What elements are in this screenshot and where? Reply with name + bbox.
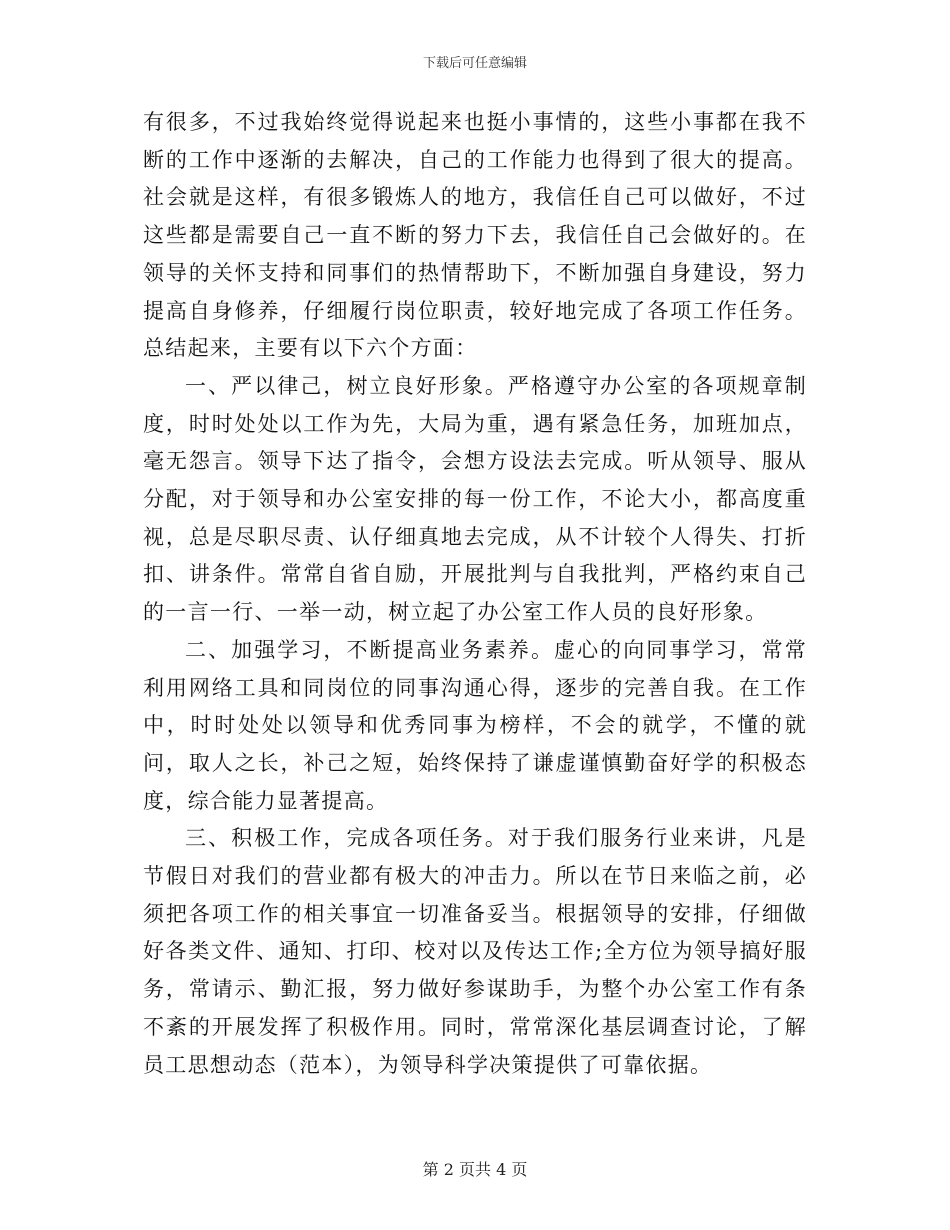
paragraph-section-1: 一、严以律己，树立良好形象。严格遵守办公室的各项规章制度，时时处处以工作为先，大局为重，遇有紧急任务，加班加点，毫无怨言。领导下达了指令，会想方设法去完成。听从领导、服从分配，对于领导和办公室安排的每一份工作，不论大小，都高度重视，总是尽职尽责、认仔细真地去完成，从不计较个人得失、打折扣、讲条件。常常自省自励，开展批判与自我批判，严格约束自己的一言一行、一举一动，树立起了办公室工作人员的良好形象。 bbox=[143, 373, 807, 625]
page-number-footer: 第 2 页共 4 页 bbox=[422, 1160, 528, 1179]
page-header: 下载后可任意编辑 bbox=[422, 56, 527, 71]
document-body bbox=[143, 104, 807, 1084]
paragraph-section-3: 三、积极工作，完成各项任务。对于我们服务行业来讲，凡是节假日对我们的营业都有极大的冲击力。所以在节日来临之前，必须把各项工作的相关事宜一切准备妥当。根据领导的安排，仔细做好各类文件、通知、打印、校对以及传达工作;全方位为领导搞好服务，常请示、勤汇报，努力做好参谋助手，为整个办公室工作有条不紊的开展发挥了积极作用。同时，常常深化基层调查讨论，了解员工思想动态（范本），为领导科学决策提供了可靠依据。 bbox=[143, 826, 807, 1077]
paragraph-section-2: 二、加强学习，不断提高业务素养。虚心的向同事学习，常常利用网络工具和同岗位的同事沟通心得，逐步的完善自我。在工作中，时时处处以领导和优秀同事为榜样，不会的就学，不懂的就问，取人之长，补己之短，始终保持了谦虚谨慎勤奋好学的积极态度，综合能力显著提高。 bbox=[143, 637, 807, 813]
paragraph-continuation: 有很多，不过我始终觉得说起来也挺小事情的，这些小事都在我不断的工作中逐渐的去解决，自己的工作能力也得到了很大的提高。社会就是这样，有很多锻炼人的地方，我信任自己可以做好，不过这些都是需要自己一直不断的努力下去，我信任自己会做好的。在领导的关怀支持和同事们的热情帮助下，不断加强自身建设，努力提高自身修养，仔细履行岗位职责，较好地完成了各项工作任务。总结起来，主要有以下六个方面： bbox=[143, 110, 807, 361]
